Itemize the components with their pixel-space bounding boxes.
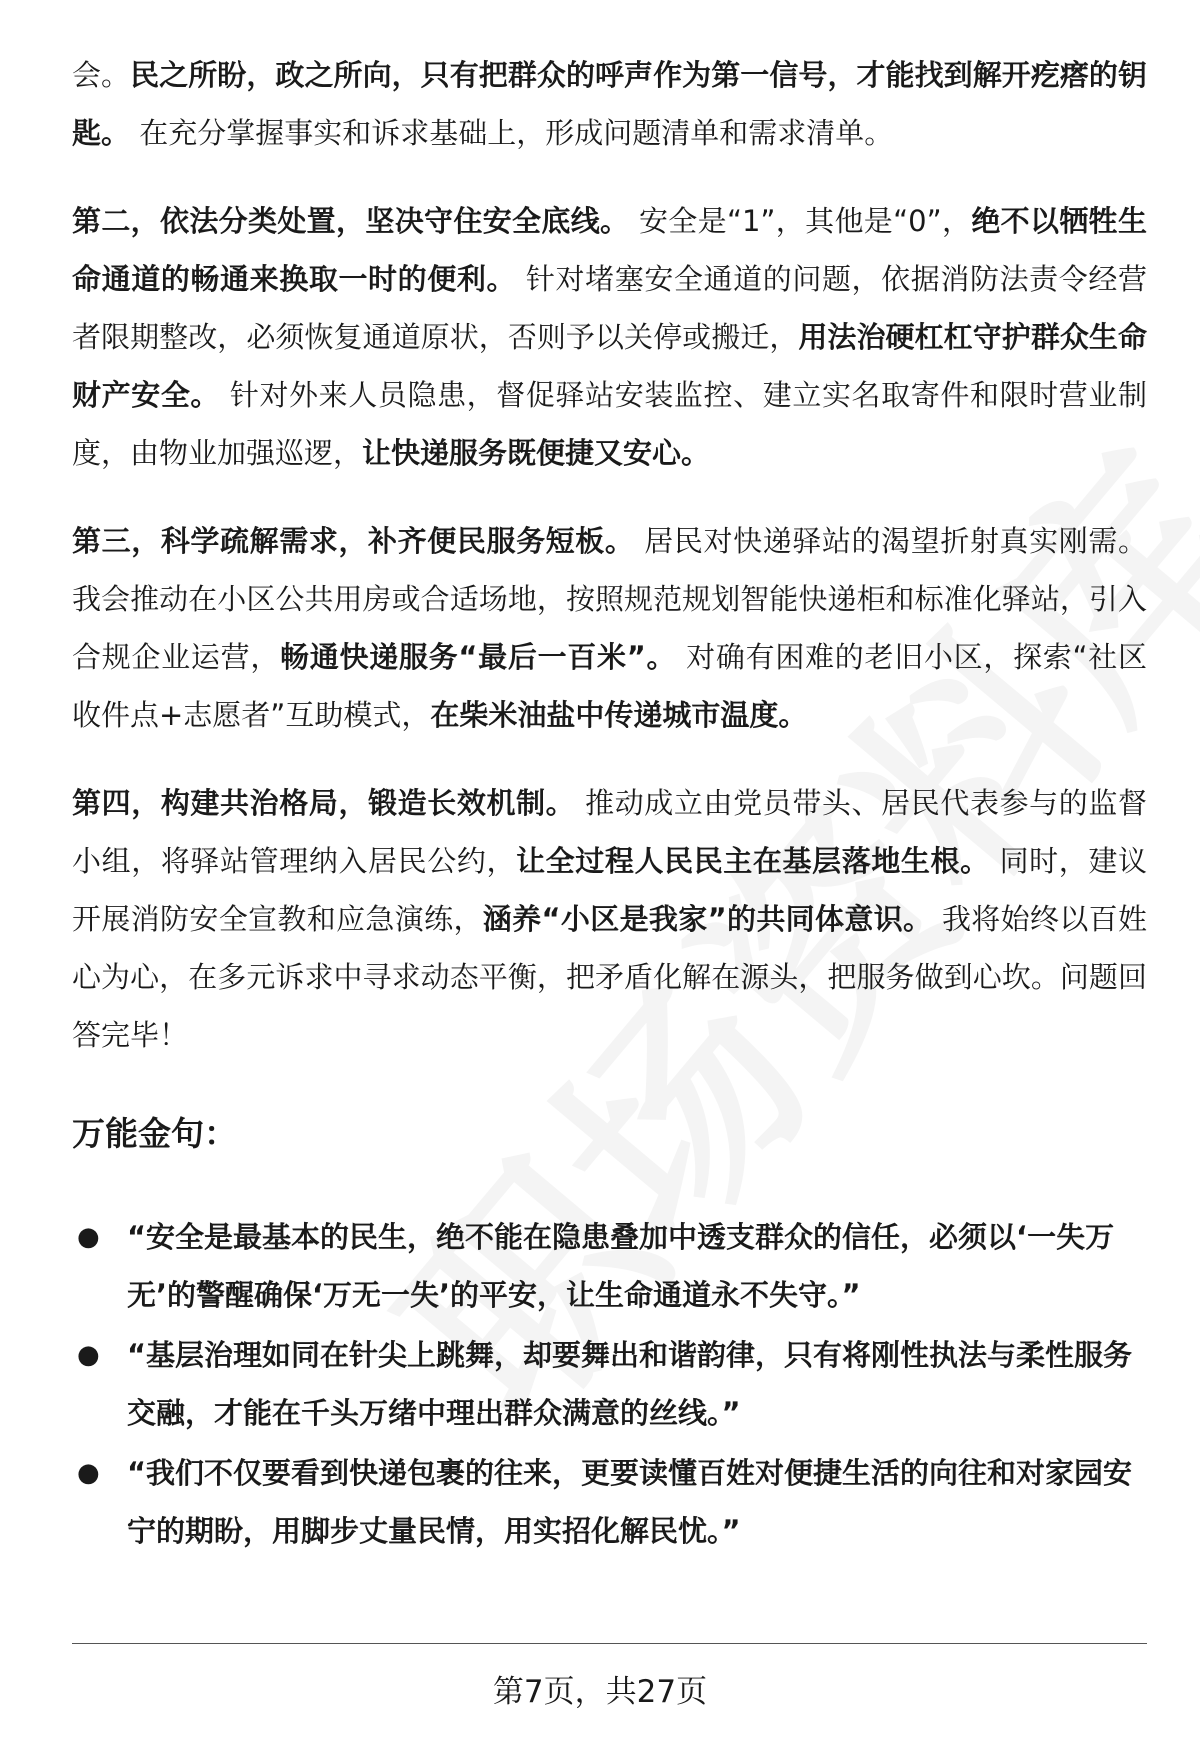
emphasis-text: 让快递服务既便捷又安心。 (362, 436, 711, 470)
bullet-icon: ● (77, 1458, 100, 1488)
section-heading: 万能金句： (72, 1114, 237, 1153)
page-number: 第7页，共27页 (492, 1674, 708, 1710)
emphasis-text: 涵养“小区是我家”的共同体意识。 (482, 902, 933, 936)
quote-item (77, 1444, 1147, 1560)
emphasis-text: 畅通快递服务“最后一百米”。 (280, 640, 677, 674)
body-text: 针对堵塞安全通道的问题，依据消防法责令经营者限期整改，必须恢复通道原状，否则予以关停或搬迁， (72, 262, 1147, 354)
body-paragraph (72, 774, 1147, 1064)
emphasis-text: 让全过程人民民主在基层落地生根。 (516, 844, 990, 878)
body-text: 推动成立由党员带头、居民代表参与的监督小组，将驿站管理纳入居民公约， (72, 786, 1147, 878)
bullet-icon: ● (77, 1340, 100, 1370)
footer-divider (72, 1643, 1147, 1644)
quote-item (77, 1208, 1147, 1324)
quote-list (72, 1208, 1147, 1560)
quote-text: “基层治理如同在针尖上跳舞，却要舞出和谐韵律，只有将刚性执法与柔性服务交融，才能在千头万绪中理出群众满意的丝线。” (127, 1338, 1133, 1430)
emphasis-text: 第三，科学疏解需求，补齐便民服务短板。 (72, 524, 635, 558)
body-text: 安全是“1”，其他是“0”， (629, 204, 972, 238)
quote-item (77, 1326, 1147, 1442)
emphasis-text: 在柴米油盐中传递城市温度。 (430, 698, 808, 732)
document-body (72, 46, 1147, 1562)
body-paragraph (72, 192, 1147, 482)
answer-paragraphs (72, 46, 1147, 1064)
body-paragraph (72, 512, 1147, 744)
emphasis-text: 第四，构建共治格局，锻造长效机制。 (72, 786, 576, 820)
body-text: 我将始终以百姓心为心，在多元诉求中寻求动态平衡，把矛盾化解在源头，把服务做到心坎。问题回答完毕！ (72, 902, 1148, 1052)
body-paragraph (72, 46, 1147, 162)
body-text: 对确有困难的老旧小区，探索“社区收件点+志愿者”互助模式， (72, 640, 1147, 732)
emphasis-text: 用法治硬杠杠守护群众生命财产安全。 (72, 320, 1147, 412)
bullet-icon: ● (77, 1222, 100, 1252)
emphasis-text: 绝不以牺牲生命通道的畅通来换取一时的便利。 (72, 204, 1147, 296)
body-text: 针对外来人员隐患，督促驿站安装监控、建立实名取寄件和限时营业制度，由物业加强巡逻， (72, 378, 1147, 470)
emphasis-text: 第二，依法分类处置，坚决守住安全底线。 (72, 204, 630, 238)
emphasis-text: 民之所盼，政之所向，只有把群众的呼声作为第一信号，才能找到解开疙瘩的钥匙。 (72, 58, 1147, 150)
body-text: 同时，建议开展消防安全宣教和应急演练， (72, 844, 1147, 936)
body-text: 在充分掌握事实和诉求基础上，形成问题清单和需求清单。 (130, 116, 894, 150)
body-text: 会。 (72, 58, 131, 92)
body-text: 居民对快递驿站的渴望折射真实刚需。我会推动在小区公共用房或合适场地，按照规范规划智能快递柜和标准化驿站，引入合规企业运营， (72, 524, 1147, 674)
quote-text: “我们不仅要看到快递包裹的往来，更要读懂百姓对便捷生活的向往和对家园安宁的期盼，用脚步丈量民情，用实招化解民忧。” (127, 1456, 1133, 1548)
quote-text: “安全是最基本的民生，绝不能在隐患叠加中透支群众的信任，必须以‘一失万无’的警醒确保‘万无一失’的平安，让生命通道永不失守。” (127, 1220, 1115, 1312)
